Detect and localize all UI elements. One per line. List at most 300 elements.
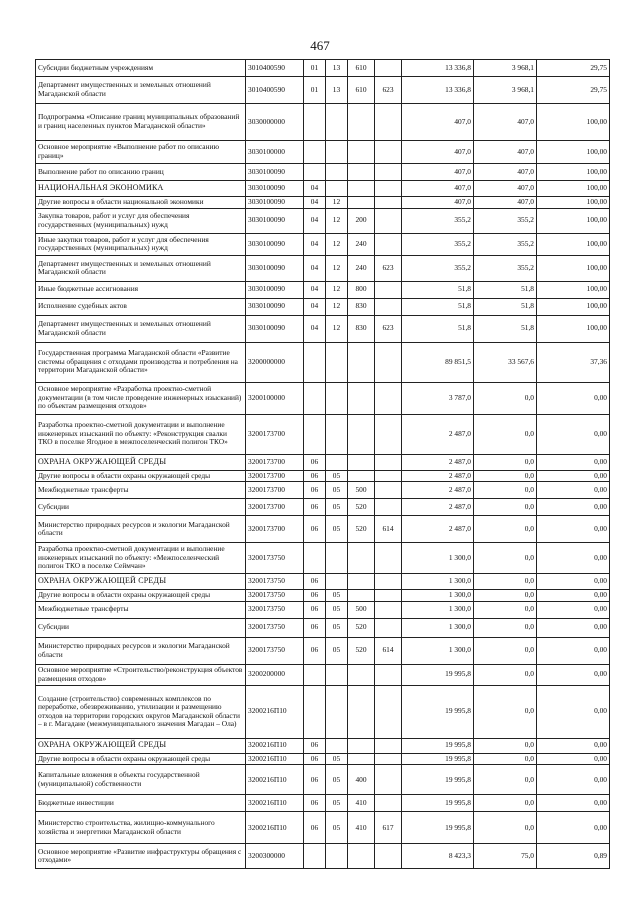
row-planned-amount: 355,2 xyxy=(402,208,474,233)
row-ministry-code xyxy=(375,197,402,209)
row-ministry-code xyxy=(375,181,402,197)
row-expense-type: 520 xyxy=(348,499,375,516)
row-planned-amount: 2 487,0 xyxy=(402,414,474,454)
row-expense-type xyxy=(348,454,375,470)
row-expense-type: 410 xyxy=(348,795,375,812)
row-ministry-code xyxy=(375,685,402,738)
row-name: Департамент имущественных и земельных отношений Магаданской области xyxy=(36,255,246,281)
row-executed-amount: 0,0 xyxy=(474,574,537,590)
row-section-code xyxy=(304,685,326,738)
row-ministry-code xyxy=(375,753,402,765)
row-planned-amount: 1 300,0 xyxy=(402,601,474,618)
row-code: 3200216П10 xyxy=(246,812,304,844)
row-name: Другие вопросы в области охраны окружающей среды xyxy=(36,590,246,602)
row-subsection-code xyxy=(326,738,348,753)
row-execution-percent: 29,75 xyxy=(537,77,610,104)
row-name: Основное мероприятие «Развитие инфраструктуры обращения с отходами» xyxy=(36,844,246,869)
row-ministry-code xyxy=(375,454,402,470)
row-name: Межбюджетные трансферты xyxy=(36,601,246,618)
row-planned-amount: 407,0 xyxy=(402,141,474,164)
row-expense-type: 400 xyxy=(348,765,375,795)
row-expense-type xyxy=(348,543,375,574)
row-subsection-code xyxy=(326,104,348,141)
row-planned-amount: 1 300,0 xyxy=(402,574,474,590)
table-row xyxy=(36,664,610,685)
row-ministry-code: 623 xyxy=(375,315,402,342)
row-executed-amount: 0,0 xyxy=(474,516,537,543)
row-subsection-code: 05 xyxy=(326,482,348,499)
row-subsection-code: 05 xyxy=(326,470,348,482)
row-ministry-code xyxy=(375,543,402,574)
row-subsection-code: 12 xyxy=(326,255,348,281)
row-code: 3200300000 xyxy=(246,844,304,869)
row-execution-percent: 0,00 xyxy=(537,685,610,738)
row-execution-percent: 100,00 xyxy=(537,298,610,315)
row-planned-amount: 1 300,0 xyxy=(402,637,474,664)
row-executed-amount: 3 968,1 xyxy=(474,77,537,104)
row-code: 3030100090 xyxy=(246,208,304,233)
row-ministry-code xyxy=(375,482,402,499)
row-planned-amount: 2 487,0 xyxy=(402,499,474,516)
row-section-code: 04 xyxy=(304,255,326,281)
table-row xyxy=(36,382,610,414)
row-name: Другие вопросы в области национальной экономики xyxy=(36,197,246,209)
row-expense-type: 410 xyxy=(348,812,375,844)
row-ministry-code: 617 xyxy=(375,812,402,844)
row-planned-amount: 407,0 xyxy=(402,181,474,197)
row-subsection-code xyxy=(326,342,348,382)
row-planned-amount: 19 995,8 xyxy=(402,753,474,765)
row-name: Государственная программа Магаданской области «Развитие системы обращения с отходами производства и потребления на территории Магаданской области» xyxy=(36,342,246,382)
row-code: 3200173700 xyxy=(246,470,304,482)
row-execution-percent: 0,00 xyxy=(537,414,610,454)
budget-table-body xyxy=(36,60,610,869)
row-execution-percent: 100,00 xyxy=(537,255,610,281)
row-execution-percent: 0,00 xyxy=(537,753,610,765)
row-name: Субсидии xyxy=(36,499,246,516)
row-subsection-code xyxy=(326,164,348,181)
row-code: 3010400590 xyxy=(246,77,304,104)
row-execution-percent: 0,89 xyxy=(537,844,610,869)
row-expense-type xyxy=(348,141,375,164)
row-section-code xyxy=(304,382,326,414)
row-execution-percent: 0,00 xyxy=(537,499,610,516)
row-name: Исполнение судебных актов xyxy=(36,298,246,315)
row-planned-amount: 2 487,0 xyxy=(402,516,474,543)
row-expense-type xyxy=(348,574,375,590)
row-planned-amount: 1 300,0 xyxy=(402,543,474,574)
row-ministry-code xyxy=(375,233,402,255)
row-section-code: 01 xyxy=(304,77,326,104)
row-execution-percent: 0,00 xyxy=(537,543,610,574)
row-planned-amount: 407,0 xyxy=(402,164,474,181)
row-code: 3200216П10 xyxy=(246,753,304,765)
row-ministry-code xyxy=(375,164,402,181)
row-subsection-code: 05 xyxy=(326,812,348,844)
row-name: Субсидии бюджетным учреждениям xyxy=(36,60,246,77)
row-execution-percent: 0,00 xyxy=(537,812,610,844)
table-row xyxy=(36,141,610,164)
row-executed-amount: 407,0 xyxy=(474,164,537,181)
row-planned-amount: 19 995,8 xyxy=(402,685,474,738)
row-ministry-code xyxy=(375,664,402,685)
row-subsection-code xyxy=(326,664,348,685)
row-executed-amount: 0,0 xyxy=(474,637,537,664)
row-subsection-code xyxy=(326,141,348,164)
row-ministry-code xyxy=(375,382,402,414)
row-executed-amount: 407,0 xyxy=(474,197,537,209)
row-execution-percent: 100,00 xyxy=(537,315,610,342)
row-executed-amount: 51,8 xyxy=(474,315,537,342)
row-code: 3200173750 xyxy=(246,618,304,637)
row-section-code xyxy=(304,342,326,382)
row-code: 3200173750 xyxy=(246,637,304,664)
table-row xyxy=(36,499,610,516)
row-executed-amount: 3 968,1 xyxy=(474,60,537,77)
row-expense-type xyxy=(348,181,375,197)
row-ministry-code: 623 xyxy=(375,77,402,104)
row-executed-amount: 407,0 xyxy=(474,104,537,141)
table-row xyxy=(36,342,610,382)
table-row xyxy=(36,470,610,482)
row-planned-amount: 89 851,5 xyxy=(402,342,474,382)
row-subsection-code: 13 xyxy=(326,60,348,77)
row-expense-type: 500 xyxy=(348,482,375,499)
row-executed-amount: 75,0 xyxy=(474,844,537,869)
row-name: Иные бюджетные ассигнования xyxy=(36,281,246,298)
row-ministry-code: 614 xyxy=(375,637,402,664)
table-row xyxy=(36,181,610,197)
row-expense-type xyxy=(348,164,375,181)
row-subsection-code: 05 xyxy=(326,590,348,602)
row-name: Межбюджетные трансферты xyxy=(36,482,246,499)
row-code: 3030100090 xyxy=(246,233,304,255)
row-section-code: 06 xyxy=(304,738,326,753)
row-ministry-code xyxy=(375,414,402,454)
row-subsection-code xyxy=(326,181,348,197)
row-code: 3200216П10 xyxy=(246,795,304,812)
row-name: Министерство природных ресурсов и экологии Магаданской области xyxy=(36,516,246,543)
row-execution-percent: 0,00 xyxy=(537,765,610,795)
row-section-code: 01 xyxy=(304,60,326,77)
row-subsection-code: 05 xyxy=(326,516,348,543)
row-code: 3200216П10 xyxy=(246,765,304,795)
row-ministry-code xyxy=(375,342,402,382)
row-execution-percent: 100,00 xyxy=(537,208,610,233)
row-section-code: 06 xyxy=(304,516,326,543)
row-ministry-code xyxy=(375,499,402,516)
row-planned-amount: 8 423,3 xyxy=(402,844,474,869)
row-execution-percent: 37,36 xyxy=(537,342,610,382)
row-planned-amount: 19 995,8 xyxy=(402,812,474,844)
row-code: 3030100090 xyxy=(246,197,304,209)
row-section-code: 04 xyxy=(304,208,326,233)
row-section-code xyxy=(304,543,326,574)
row-subsection-code: 05 xyxy=(326,795,348,812)
row-code: 3200173750 xyxy=(246,590,304,602)
table-row xyxy=(36,516,610,543)
row-name: Основное мероприятие «Разработка проектно-сметной документации (в том числе проведение инженерных изысканий) по объектам размещения отходов» xyxy=(36,382,246,414)
row-planned-amount: 2 487,0 xyxy=(402,470,474,482)
row-code: 3200216П10 xyxy=(246,738,304,753)
row-execution-percent: 100,00 xyxy=(537,141,610,164)
row-code: 3010400590 xyxy=(246,60,304,77)
row-subsection-code: 12 xyxy=(326,315,348,342)
row-subsection-code: 05 xyxy=(326,753,348,765)
row-subsection-code xyxy=(326,454,348,470)
row-execution-percent: 0,00 xyxy=(537,590,610,602)
row-planned-amount: 19 995,8 xyxy=(402,795,474,812)
table-row xyxy=(36,233,610,255)
row-expense-type xyxy=(348,470,375,482)
row-executed-amount: 33 567,6 xyxy=(474,342,537,382)
row-ministry-code xyxy=(375,765,402,795)
row-executed-amount: 0,0 xyxy=(474,753,537,765)
row-executed-amount: 0,0 xyxy=(474,795,537,812)
row-execution-percent: 100,00 xyxy=(537,181,610,197)
row-section-code: 06 xyxy=(304,574,326,590)
row-code: 3200173700 xyxy=(246,414,304,454)
row-ministry-code xyxy=(375,574,402,590)
row-expense-type: 240 xyxy=(348,233,375,255)
row-code: 3200000000 xyxy=(246,342,304,382)
row-ministry-code xyxy=(375,141,402,164)
table-row xyxy=(36,414,610,454)
row-section-code xyxy=(304,141,326,164)
row-name: Субсидии xyxy=(36,618,246,637)
row-ministry-code xyxy=(375,298,402,315)
row-expense-type xyxy=(348,382,375,414)
row-execution-percent: 100,00 xyxy=(537,281,610,298)
row-ministry-code xyxy=(375,470,402,482)
row-section-code: 06 xyxy=(304,812,326,844)
row-executed-amount: 0,0 xyxy=(474,812,537,844)
row-execution-percent: 0,00 xyxy=(537,664,610,685)
row-name: Выполнение работ по описанию границ xyxy=(36,164,246,181)
row-subsection-code: 12 xyxy=(326,281,348,298)
row-expense-type xyxy=(348,753,375,765)
row-code: 3030100090 xyxy=(246,298,304,315)
row-subsection-code: 05 xyxy=(326,601,348,618)
row-executed-amount: 0,0 xyxy=(474,382,537,414)
row-code: 3030100090 xyxy=(246,255,304,281)
row-name: Основное мероприятие «Выполнение работ по описанию границ» xyxy=(36,141,246,164)
row-execution-percent: 100,00 xyxy=(537,197,610,209)
table-row xyxy=(36,590,610,602)
row-expense-type: 520 xyxy=(348,516,375,543)
row-expense-type xyxy=(348,738,375,753)
table-row xyxy=(36,315,610,342)
row-executed-amount: 355,2 xyxy=(474,208,537,233)
row-ministry-code xyxy=(375,618,402,637)
row-name: ОХРАНА ОКРУЖАЮЩЕЙ СРЕДЫ xyxy=(36,454,246,470)
row-name: Министерство природных ресурсов и экологии Магаданской области xyxy=(36,637,246,664)
row-planned-amount: 51,8 xyxy=(402,315,474,342)
page-number: 467 xyxy=(310,38,330,53)
row-execution-percent: 0,00 xyxy=(537,574,610,590)
row-section-code: 06 xyxy=(304,795,326,812)
row-ministry-code: 614 xyxy=(375,516,402,543)
row-executed-amount: 407,0 xyxy=(474,141,537,164)
row-expense-type: 240 xyxy=(348,255,375,281)
row-planned-amount: 3 787,0 xyxy=(402,382,474,414)
row-section-code: 06 xyxy=(304,637,326,664)
row-section-code: 06 xyxy=(304,601,326,618)
row-name: Департамент имущественных и земельных отношений Магаданской области xyxy=(36,315,246,342)
table-row xyxy=(36,77,610,104)
row-executed-amount: 0,0 xyxy=(474,454,537,470)
row-execution-percent: 100,00 xyxy=(537,104,610,141)
row-expense-type xyxy=(348,104,375,141)
row-executed-amount: 0,0 xyxy=(474,618,537,637)
row-execution-percent: 29,75 xyxy=(537,60,610,77)
row-planned-amount: 1 300,0 xyxy=(402,618,474,637)
row-subsection-code: 12 xyxy=(326,197,348,209)
table-row xyxy=(36,482,610,499)
row-section-code: 04 xyxy=(304,197,326,209)
row-subsection-code: 12 xyxy=(326,233,348,255)
row-name: Закупка товаров, работ и услуг для обеспечения государственных (муниципальных) нужд xyxy=(36,208,246,233)
row-expense-type: 200 xyxy=(348,208,375,233)
row-planned-amount: 51,8 xyxy=(402,298,474,315)
row-code: 3200216П10 xyxy=(246,685,304,738)
row-executed-amount: 51,8 xyxy=(474,281,537,298)
row-executed-amount: 0,0 xyxy=(474,601,537,618)
row-code: 3200173700 xyxy=(246,482,304,499)
row-subsection-code xyxy=(326,414,348,454)
row-ministry-code xyxy=(375,281,402,298)
row-subsection-code: 05 xyxy=(326,499,348,516)
row-executed-amount: 0,0 xyxy=(474,738,537,753)
row-ministry-code: 623 xyxy=(375,255,402,281)
row-ministry-code xyxy=(375,738,402,753)
row-section-code: 04 xyxy=(304,281,326,298)
row-ministry-code xyxy=(375,104,402,141)
row-planned-amount: 2 487,0 xyxy=(402,482,474,499)
row-planned-amount: 407,0 xyxy=(402,197,474,209)
row-subsection-code: 05 xyxy=(326,618,348,637)
row-planned-amount: 2 487,0 xyxy=(402,454,474,470)
row-execution-percent: 0,00 xyxy=(537,637,610,664)
row-name: Другие вопросы в области охраны окружающей среды xyxy=(36,753,246,765)
row-name: ОХРАНА ОКРУЖАЮЩЕЙ СРЕДЫ xyxy=(36,574,246,590)
table-row xyxy=(36,637,610,664)
row-code: 3030100090 xyxy=(246,315,304,342)
row-executed-amount: 0,0 xyxy=(474,765,537,795)
table-row xyxy=(36,298,610,315)
row-execution-percent: 100,00 xyxy=(537,233,610,255)
row-expense-type: 800 xyxy=(348,281,375,298)
row-section-code: 04 xyxy=(304,233,326,255)
row-name: Разработка проектно-сметной документации и выполнение инженерных изысканий по объекту: «Реконструкция свалки ТКО в поселке Ягодное в межпоселенческий полигон ТКО» xyxy=(36,414,246,454)
row-execution-percent: 0,00 xyxy=(537,601,610,618)
table-row xyxy=(36,454,610,470)
row-planned-amount: 19 995,8 xyxy=(402,738,474,753)
row-section-code: 06 xyxy=(304,618,326,637)
row-planned-amount: 13 336,8 xyxy=(402,77,474,104)
table-row xyxy=(36,601,610,618)
row-code: 3030100090 xyxy=(246,281,304,298)
row-section-code: 06 xyxy=(304,765,326,795)
row-executed-amount: 0,0 xyxy=(474,499,537,516)
row-executed-amount: 0,0 xyxy=(474,414,537,454)
row-subsection-code: 05 xyxy=(326,637,348,664)
row-section-code: 06 xyxy=(304,470,326,482)
row-expense-type: 830 xyxy=(348,298,375,315)
row-expense-type xyxy=(348,197,375,209)
row-section-code: 04 xyxy=(304,181,326,197)
row-ministry-code xyxy=(375,844,402,869)
budget-table xyxy=(35,59,610,869)
row-section-code xyxy=(304,164,326,181)
row-name: Подпрограмма «Описание границ муниципальных образований и границ населенных пунктов Магаданской области» xyxy=(36,104,246,141)
table-row xyxy=(36,197,610,209)
table-row xyxy=(36,765,610,795)
row-section-code xyxy=(304,414,326,454)
row-name: Департамент имущественных и земельных отношений Магаданской области xyxy=(36,77,246,104)
row-subsection-code xyxy=(326,382,348,414)
row-executed-amount: 0,0 xyxy=(474,590,537,602)
row-name: Разработка проектно-сметной документации и выполнение инженерных изысканий по объекту: «Межпоселенческий полигон ТКО в поселке Сеймчан» xyxy=(36,543,246,574)
table-row xyxy=(36,685,610,738)
row-name: НАЦИОНАЛЬНАЯ ЭКОНОМИКА xyxy=(36,181,246,197)
row-planned-amount: 51,8 xyxy=(402,281,474,298)
row-code: 3200173750 xyxy=(246,574,304,590)
row-execution-percent: 0,00 xyxy=(537,516,610,543)
row-planned-amount: 1 300,0 xyxy=(402,590,474,602)
row-name: Основное мероприятие «Строительство/реконструкция объектов размещения отходов» xyxy=(36,664,246,685)
table-row xyxy=(36,543,610,574)
table-row xyxy=(36,281,610,298)
row-subsection-code: 12 xyxy=(326,298,348,315)
row-ministry-code xyxy=(375,208,402,233)
row-subsection-code xyxy=(326,685,348,738)
row-planned-amount: 19 995,8 xyxy=(402,664,474,685)
row-code: 3200100000 xyxy=(246,382,304,414)
row-executed-amount: 0,0 xyxy=(474,543,537,574)
row-section-code xyxy=(304,844,326,869)
row-expense-type: 610 xyxy=(348,60,375,77)
row-expense-type xyxy=(348,414,375,454)
row-ministry-code xyxy=(375,795,402,812)
row-subsection-code: 13 xyxy=(326,77,348,104)
row-ministry-code xyxy=(375,590,402,602)
row-name: Бюджетные инвестиции xyxy=(36,795,246,812)
row-execution-percent: 0,00 xyxy=(537,382,610,414)
row-expense-type xyxy=(348,342,375,382)
row-executed-amount: 407,0 xyxy=(474,181,537,197)
table-row xyxy=(36,164,610,181)
row-ministry-code xyxy=(375,60,402,77)
row-code: 3030100090 xyxy=(246,181,304,197)
row-execution-percent: 0,00 xyxy=(537,454,610,470)
row-section-code: 06 xyxy=(304,590,326,602)
row-execution-percent: 0,00 xyxy=(537,470,610,482)
row-code: 3030000000 xyxy=(246,104,304,141)
row-subsection-code xyxy=(326,574,348,590)
row-executed-amount: 355,2 xyxy=(474,255,537,281)
row-code: 3030100000 xyxy=(246,141,304,164)
table-row xyxy=(36,574,610,590)
row-code: 3200200000 xyxy=(246,664,304,685)
row-code: 3200173750 xyxy=(246,543,304,574)
row-planned-amount: 19 995,8 xyxy=(402,765,474,795)
row-execution-percent: 0,00 xyxy=(537,795,610,812)
row-code: 3200173700 xyxy=(246,499,304,516)
table-row xyxy=(36,208,610,233)
row-code: 3200173700 xyxy=(246,516,304,543)
row-executed-amount: 0,0 xyxy=(474,470,537,482)
